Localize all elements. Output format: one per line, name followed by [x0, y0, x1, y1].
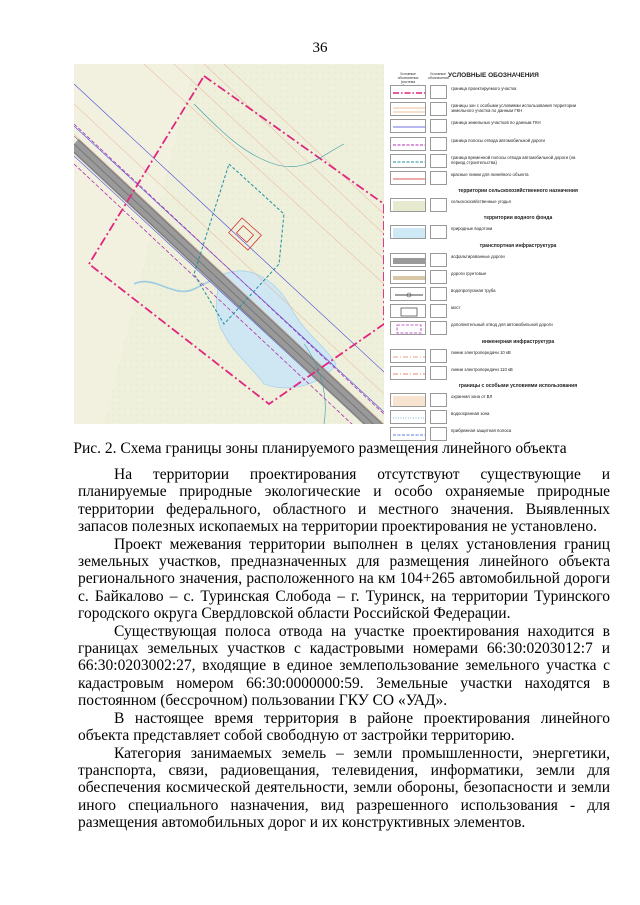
legend-label: дополнительный отвод для автомобильной дороги	[451, 322, 553, 328]
legend-header-col2: Условные обозначения	[428, 72, 449, 80]
legend-symbol	[390, 171, 426, 185]
legend-label: дороги грунтовые	[451, 270, 487, 276]
legend-symbol	[390, 287, 426, 301]
legend-label: мост	[451, 305, 461, 311]
legend-section-title: инженерная инфраструктура	[481, 338, 555, 345]
legend-label: водоохранная зона	[451, 411, 490, 417]
legend-symbol-alt	[430, 410, 447, 424]
legend-symbol	[390, 304, 426, 318]
legend-symbol	[390, 119, 426, 133]
legend-symbol-alt	[430, 198, 447, 212]
legend-symbol	[390, 321, 426, 335]
legend-header-col1: Условные обозначения (система	[397, 72, 419, 84]
page-number: 36	[312, 40, 328, 56]
legend-symbol-alt	[430, 137, 447, 151]
legend-symbol-alt	[430, 349, 447, 363]
legend-symbol	[390, 270, 426, 284]
paragraph: Существующая полоса отвода на участке проектирования находится в границах земельных участков с кадастровыми номерами 66:30:0203012:7 и 66:30:0203002:27, входящие в единое землепользование земельного участка с кадастровым номером 66:30:0000000:59. Земельные участки находятся в постоянном (бессрочном) пользовании ГКУ СО «УАД».	[78, 622, 610, 710]
legend-symbol-alt	[430, 225, 447, 239]
legend-symbol	[390, 198, 426, 212]
legend-symbol	[390, 253, 426, 267]
legend-symbol-alt	[430, 102, 447, 116]
legend-symbol-alt	[430, 154, 447, 168]
legend-label: граница временной полосы отвода автомобильной дороги (на период строительства)	[451, 154, 576, 165]
legend-label: линии электропередачи 110 кВ	[451, 366, 513, 372]
legend-label: прибрежная защитная полоса	[451, 428, 512, 434]
legend-section-title: границы с особыми условиями использования	[458, 383, 578, 389]
figure	[74, 64, 584, 434]
legend-label: красные линии для линейного объекта	[451, 172, 529, 177]
paragraph: Проект межевания территории выполнен в целях установления границ земельных участков, предназначенных для размещения линейного объекта регионального значения, расположенного на км 104+265 автомобильной дороги с. Байкалово – с. Туринская Слобода – г. Туринск, на территории Туринского городского округа Свердловской области Российской Федерации.	[78, 535, 610, 623]
legend-label: граница проектируемого участка	[451, 86, 517, 91]
legend-label: граница земельных участков по данным ГКН	[451, 120, 541, 126]
legend-label: охранная зона от ВЛ	[451, 394, 493, 399]
legend-symbol	[390, 102, 426, 116]
legend-symbol-alt	[430, 321, 447, 335]
legend-symbol	[390, 85, 426, 99]
legend-symbol-alt	[430, 393, 447, 407]
paragraph: В настоящее время территория в районе проектирования линейного объекта представляет собой свободную от застройки территорию.	[78, 709, 610, 745]
legend-section-title: транспортная инфраструктура	[479, 242, 557, 249]
legend-symbol-alt	[430, 171, 447, 185]
legend-symbol-alt	[430, 270, 447, 284]
map-legend	[390, 72, 590, 434]
legend-label: линии электропередачи 10 кВ	[451, 349, 511, 355]
legend-label: граница полосы отвода автомобильной дороги	[451, 137, 545, 143]
legend-symbol-alt	[430, 366, 447, 380]
legend-symbol	[390, 154, 426, 168]
legend-section-title: территории сельскохозяйственного назначения	[458, 188, 578, 195]
body-text	[78, 466, 610, 832]
legend-symbol	[390, 137, 426, 151]
legend-symbol-alt	[430, 304, 447, 318]
legend-symbol-alt	[430, 253, 447, 267]
legend-label: сельскохозяйственные угодья	[451, 199, 511, 205]
legend-header	[390, 72, 590, 84]
legend-symbol	[390, 349, 426, 363]
planning-map	[74, 64, 384, 424]
legend-section-title: территории водного фонда	[483, 215, 553, 222]
legend-label: водопропускная труба	[451, 288, 496, 293]
legend-symbol	[390, 393, 426, 407]
legend-label: асфальтированные дороги	[451, 253, 505, 259]
legend-symbol-alt	[430, 287, 447, 301]
legend-label: границы зон с особыми условиями использования территории земельного участка по данным ГКН	[451, 103, 577, 114]
legend-symbol-alt	[430, 85, 447, 99]
legend-symbol	[390, 410, 426, 424]
legend-symbol	[390, 366, 426, 380]
legend-symbol	[390, 225, 426, 239]
figure-caption: Рис. 2. Схема границы зоны планируемого размещения линейного объекта	[73, 440, 567, 457]
legend-title: УСЛОВНЫЕ ОБОЗНАЧЕНИЯ	[448, 72, 539, 79]
legend-label: природные водотоки	[451, 226, 493, 232]
paragraph: На территории проектирования отсутствуют существующие и планируемые природные экологические и особо охраняемые природные территории федерального, областного и местного значения. Выявленных запасов полезных ископаемых на территории проектирования не установлено.	[78, 466, 610, 536]
legend-symbol-alt	[430, 119, 447, 133]
paragraph: Категория занимаемых земель – земли промышленности, энергетики, транспорта, связи, радиовещания, телевидения, информатики, земли для обеспечения космической деятельности, земли обороны, безопасности и земли иного специального назначения, вид разрешенного использования - для размещения автомобильных дорог и их конструктивных элементов.	[78, 744, 610, 832]
